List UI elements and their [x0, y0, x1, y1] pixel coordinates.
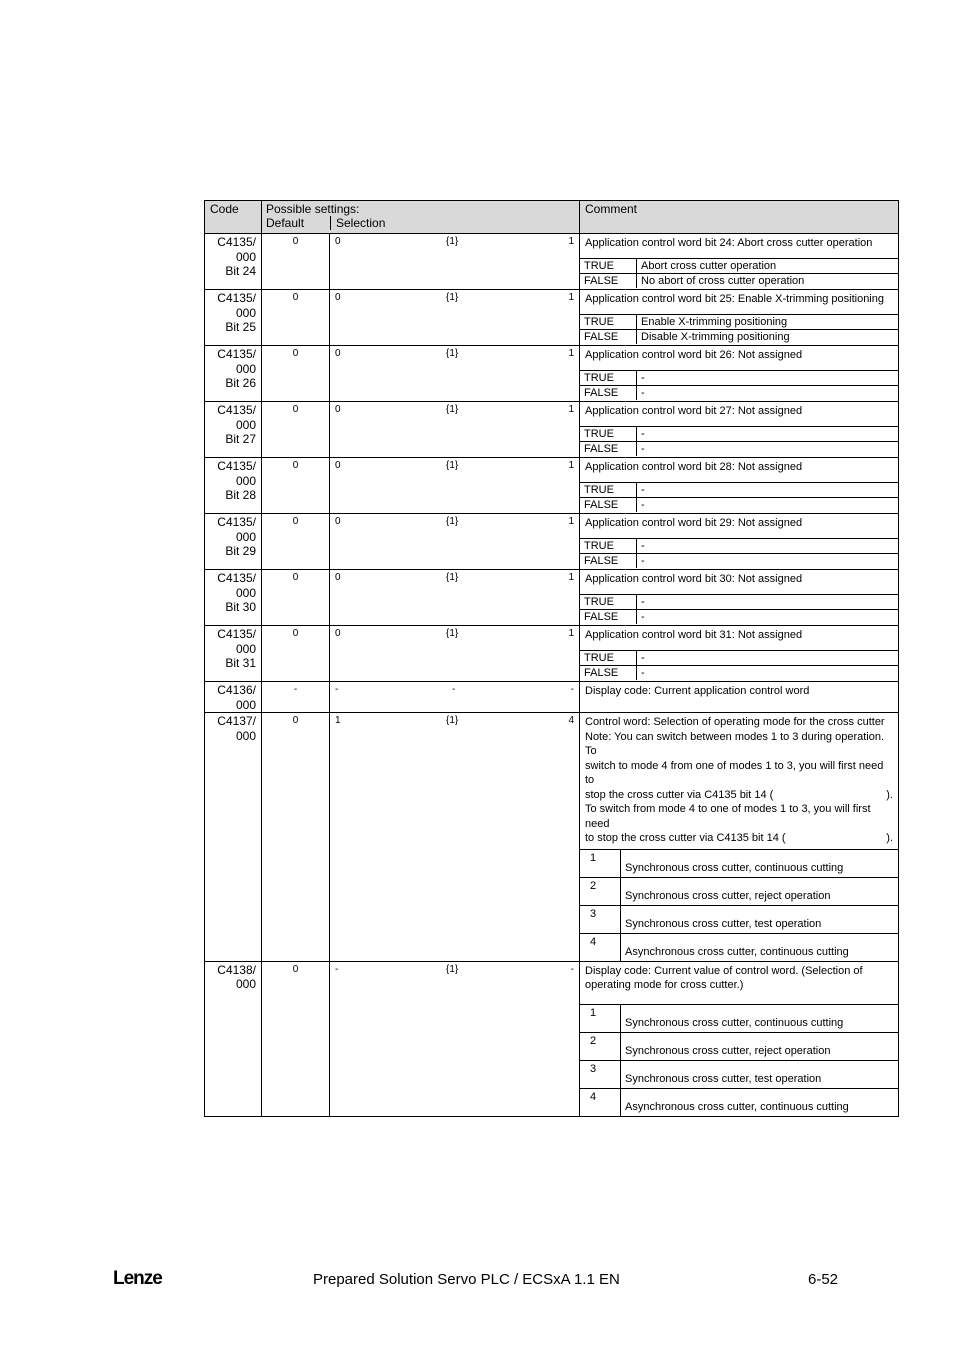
code-line: 000	[235, 641, 256, 656]
true-row	[580, 315, 898, 330]
true-text: -	[637, 371, 899, 386]
selection-min: -	[335, 684, 339, 695]
selection-min: 0	[335, 404, 341, 415]
comment-text: Application control word bit 30: Not assigned	[585, 573, 803, 585]
false-text: -	[637, 386, 899, 401]
selection-max: 1	[568, 348, 574, 359]
code-line: Bit 25	[225, 320, 256, 334]
bool-table	[580, 650, 898, 680]
true-text: -	[637, 427, 899, 442]
option-text: Synchronous cross cutter, test operation	[621, 905, 899, 933]
options-table	[580, 1004, 898, 1116]
comment-line	[585, 715, 893, 730]
selection-max: -	[570, 963, 574, 975]
false-label: FALSE	[580, 330, 637, 345]
code-line: 000	[235, 473, 256, 488]
selection-step: {1}	[446, 715, 459, 726]
option-key: 3	[580, 905, 621, 933]
default-cell: 0	[262, 570, 330, 626]
parameter-table	[204, 200, 899, 1117]
comment-cell	[580, 514, 899, 570]
header-possible-settings	[262, 201, 580, 234]
table-row	[205, 346, 899, 402]
comment-fragment: switch to mode 4 from one of modes 1 to 3, you will first need to	[585, 759, 884, 786]
false-text: -	[637, 554, 899, 569]
selection-min: 0	[335, 348, 341, 359]
true-label: TRUE	[580, 315, 637, 330]
code-line: 000	[235, 417, 256, 432]
bool-table	[580, 426, 898, 456]
true-row	[580, 427, 898, 442]
comment-line	[585, 802, 893, 831]
false-row	[580, 274, 898, 289]
table-row	[205, 961, 899, 1116]
code-line: C4135/	[217, 627, 256, 641]
true-text: Enable X-trimming positioning	[637, 315, 899, 330]
comment-line	[585, 730, 893, 759]
selection-cell	[330, 234, 580, 290]
bool-table	[580, 594, 898, 624]
code-line: Bit 30	[225, 600, 256, 614]
code-line: C4135/	[217, 515, 256, 529]
comment-text: Application control word bit 31: Not assigned	[585, 629, 803, 641]
code-cell	[205, 290, 262, 346]
selection-max: 1	[568, 516, 574, 527]
default-cell: 0	[262, 626, 330, 682]
default-cell: 0	[262, 346, 330, 402]
selection-step: {1}	[446, 404, 459, 415]
code-cell	[205, 234, 262, 290]
comment-text	[580, 713, 898, 849]
selection-cell	[330, 290, 580, 346]
table-row	[205, 626, 899, 682]
comment-fragment: ).	[886, 788, 893, 801]
comment-text: Application control word bit 26: Not assigned	[585, 349, 803, 361]
option-key: 2	[580, 1032, 621, 1060]
code-line: Bit 29	[225, 544, 256, 558]
comment-cell	[580, 682, 899, 713]
true-label: TRUE	[580, 371, 637, 386]
code-cell	[205, 458, 262, 514]
option-text: Synchronous cross cutter, continuous cutting	[621, 1004, 899, 1032]
code-line: Bit 24	[225, 264, 256, 278]
code-line: C4136/	[217, 683, 256, 697]
false-text: -	[637, 610, 899, 625]
code-line: C4138/	[217, 962, 256, 977]
comment-cell	[580, 961, 899, 1116]
option-key: 4	[580, 1088, 621, 1116]
default-cell: 0	[262, 234, 330, 290]
option-row	[580, 1060, 898, 1088]
true-row	[580, 259, 898, 274]
comment-cell	[580, 626, 899, 682]
selection-cell	[330, 626, 580, 682]
default-cell: -	[262, 682, 330, 713]
false-row	[580, 554, 898, 569]
false-row	[580, 386, 898, 401]
default-cell: 0	[262, 713, 330, 962]
comment-fragment: Control word: Selection of operating mode for the cross cutter	[585, 716, 885, 728]
false-label: FALSE	[580, 554, 637, 569]
true-label: TRUE	[580, 427, 637, 442]
comment-line	[585, 759, 893, 788]
code-cell	[205, 402, 262, 458]
option-row	[580, 877, 898, 905]
true-text: Abort cross cutter operation	[637, 259, 899, 274]
code-line: C4137/	[217, 714, 256, 728]
selection-step: {1}	[446, 236, 459, 247]
code-cell	[205, 682, 262, 713]
option-row	[580, 905, 898, 933]
parameter-table-container	[204, 200, 898, 1117]
false-label: FALSE	[580, 442, 637, 457]
comment-line	[585, 831, 893, 846]
code-line: C4135/	[217, 403, 256, 417]
selection-step: {1}	[446, 628, 459, 639]
option-row	[580, 849, 898, 877]
false-row	[580, 442, 898, 457]
false-text: No abort of cross cutter operation	[637, 274, 899, 289]
code-line: C4135/	[217, 459, 256, 473]
code-line: C4135/	[217, 235, 256, 249]
true-text: -	[637, 539, 899, 554]
true-label: TRUE	[580, 259, 637, 274]
true-row	[580, 651, 898, 666]
header-comment: Comment	[580, 201, 899, 234]
comment-fragment: Note: You can switch between modes 1 to 3 during operation. To	[585, 730, 885, 757]
selection-cell	[330, 402, 580, 458]
selection-max: 1	[568, 236, 574, 247]
code-line: 000	[235, 529, 256, 544]
code-cell	[205, 570, 262, 626]
option-text: Asynchronous cross cutter, continuous cutting	[621, 933, 899, 961]
true-label: TRUE	[580, 595, 637, 610]
table-row	[205, 713, 899, 962]
true-text: -	[637, 651, 899, 666]
false-label: FALSE	[580, 498, 637, 513]
comment-cell	[580, 402, 899, 458]
code-cell	[205, 346, 262, 402]
bool-table	[580, 370, 898, 400]
code-cell	[205, 961, 262, 1116]
code-line: C4135/	[217, 347, 256, 361]
selection-cell	[330, 458, 580, 514]
selection-max: 1	[568, 460, 574, 471]
true-row	[580, 483, 898, 498]
comment-text: Application control word bit 29: Not assigned	[585, 517, 803, 529]
selection-step: {1}	[446, 572, 459, 583]
selection-max: 4	[568, 715, 574, 726]
code-line: 000	[235, 361, 256, 376]
selection-max: 1	[568, 572, 574, 583]
selection-cell	[330, 961, 580, 1116]
table-header	[205, 201, 899, 234]
false-row	[580, 330, 898, 345]
selection-min: 0	[335, 236, 341, 247]
comment-fragment: to stop the cross cutter via C4135 bit 14 (	[585, 832, 786, 844]
selection-min: 0	[335, 628, 341, 639]
false-label: FALSE	[580, 610, 637, 625]
header-default: Default	[266, 216, 305, 230]
selection-min: 1	[335, 715, 341, 726]
code-line: 000	[235, 585, 256, 600]
page-number: 6-52	[808, 1271, 839, 1288]
option-row	[580, 1088, 898, 1116]
option-key: 3	[580, 1060, 621, 1088]
bool-table	[580, 314, 898, 344]
true-label: TRUE	[580, 651, 637, 666]
bool-table	[580, 482, 898, 512]
selection-cell	[330, 346, 580, 402]
selection-min: -	[335, 963, 339, 975]
true-row	[580, 539, 898, 554]
table-row	[205, 402, 899, 458]
option-text: Synchronous cross cutter, reject operation	[621, 1032, 899, 1060]
comment-fragment: stop the cross cutter via C4135 bit 14 (	[585, 788, 774, 801]
false-row	[580, 610, 898, 625]
false-label: FALSE	[580, 386, 637, 401]
false-text: -	[637, 498, 899, 513]
option-text: Synchronous cross cutter, test operation	[621, 1060, 899, 1088]
option-text: Asynchronous cross cutter, continuous cutting	[621, 1088, 899, 1116]
table-row	[205, 682, 899, 713]
selection-step: -	[452, 684, 456, 695]
true-row	[580, 595, 898, 610]
lenze-logo: Lenze	[113, 1268, 162, 1289]
comment-cell	[580, 234, 899, 290]
selection-min: 0	[335, 516, 341, 527]
bool-table	[580, 258, 898, 288]
selection-max: 1	[568, 292, 574, 303]
code-line: 000	[235, 697, 256, 712]
true-row	[580, 371, 898, 386]
code-cell	[205, 713, 262, 962]
header-possible-settings-label: Possible settings:	[266, 202, 360, 216]
code-line: Bit 26	[225, 376, 256, 390]
default-cell: 0	[262, 961, 330, 1116]
comment-cell	[580, 713, 899, 962]
selection-cell	[330, 713, 580, 962]
false-text: -	[637, 442, 899, 457]
table-row	[205, 290, 899, 346]
comment-cell	[580, 458, 899, 514]
false-label: FALSE	[580, 274, 637, 289]
comment-line	[585, 788, 893, 803]
selection-step: {1}	[446, 460, 459, 471]
comment-cell	[580, 290, 899, 346]
comment-fragment: To switch from mode 4 to one of modes 1 to 3, you will first need	[585, 803, 871, 830]
comment-cell	[580, 346, 899, 402]
code-line: 000	[235, 249, 256, 264]
comment-text: Application control word bit 28: Not assigned	[585, 461, 803, 473]
code-cell	[205, 626, 262, 682]
true-text: -	[637, 483, 899, 498]
table-row	[205, 458, 899, 514]
true-label: TRUE	[580, 539, 637, 554]
header-selection: Selection	[330, 216, 385, 230]
true-label: TRUE	[580, 483, 637, 498]
options-table	[580, 849, 898, 961]
false-row	[580, 666, 898, 681]
table-row	[205, 514, 899, 570]
selection-min: 0	[335, 292, 341, 303]
selection-cell	[330, 682, 580, 713]
option-row	[580, 1004, 898, 1032]
selection-max: 1	[568, 404, 574, 415]
comment-text: Application control word bit 25: Enable X-trimming positioning	[585, 293, 884, 305]
option-text: Synchronous cross cutter, continuous cutting	[621, 849, 899, 877]
default-cell: 0	[262, 514, 330, 570]
false-row	[580, 498, 898, 513]
false-label: FALSE	[580, 666, 637, 681]
comment-text: Application control word bit 27: Not assigned	[585, 405, 803, 417]
code-line: C4135/	[217, 291, 256, 305]
selection-step: {1}	[446, 516, 459, 527]
code-line: Bit 28	[225, 488, 256, 502]
comment-cell	[580, 570, 899, 626]
code-line: C4135/	[217, 571, 256, 585]
selection-min: 0	[335, 572, 341, 583]
selection-step: {1}	[446, 963, 459, 975]
option-text: Synchronous cross cutter, reject operation	[621, 877, 899, 905]
selection-max: -	[570, 684, 574, 695]
table-row	[205, 234, 899, 290]
table-row	[205, 570, 899, 626]
comment-text: Display code: Current application control word	[585, 685, 810, 697]
option-key: 1	[580, 849, 621, 877]
code-line: 000	[235, 728, 256, 743]
false-text: Disable X-trimming positioning	[637, 330, 899, 345]
comment-line: operating mode for cross cutter.)	[585, 979, 744, 991]
selection-min: 0	[335, 460, 341, 471]
comment-text	[580, 962, 898, 1004]
selection-step: {1}	[446, 348, 459, 359]
code-line: 000	[235, 305, 256, 320]
footer-title: Prepared Solution Servo PLC / ECSxA 1.1 EN	[313, 1271, 620, 1288]
code-line: Bit 27	[225, 432, 256, 446]
code-line: Bit 31	[225, 656, 256, 670]
selection-cell	[330, 514, 580, 570]
true-text: -	[637, 595, 899, 610]
option-key: 1	[580, 1004, 621, 1032]
option-row	[580, 933, 898, 961]
comment-fragment: ).	[886, 832, 893, 844]
option-row	[580, 1032, 898, 1060]
selection-max: 1	[568, 628, 574, 639]
header-code: Code	[205, 201, 262, 234]
code-line: 000	[235, 977, 256, 991]
code-cell	[205, 514, 262, 570]
option-key: 2	[580, 877, 621, 905]
comment-text: Application control word bit 24: Abort cross cutter operation	[585, 237, 873, 249]
default-cell: 0	[262, 402, 330, 458]
default-cell: 0	[262, 290, 330, 346]
default-cell: 0	[262, 458, 330, 514]
selection-cell	[330, 570, 580, 626]
selection-step: {1}	[446, 292, 459, 303]
bool-table	[580, 538, 898, 568]
comment-line: Display code: Current value of control word. (Selection of	[585, 964, 863, 977]
false-text: -	[637, 666, 899, 681]
option-key: 4	[580, 933, 621, 961]
